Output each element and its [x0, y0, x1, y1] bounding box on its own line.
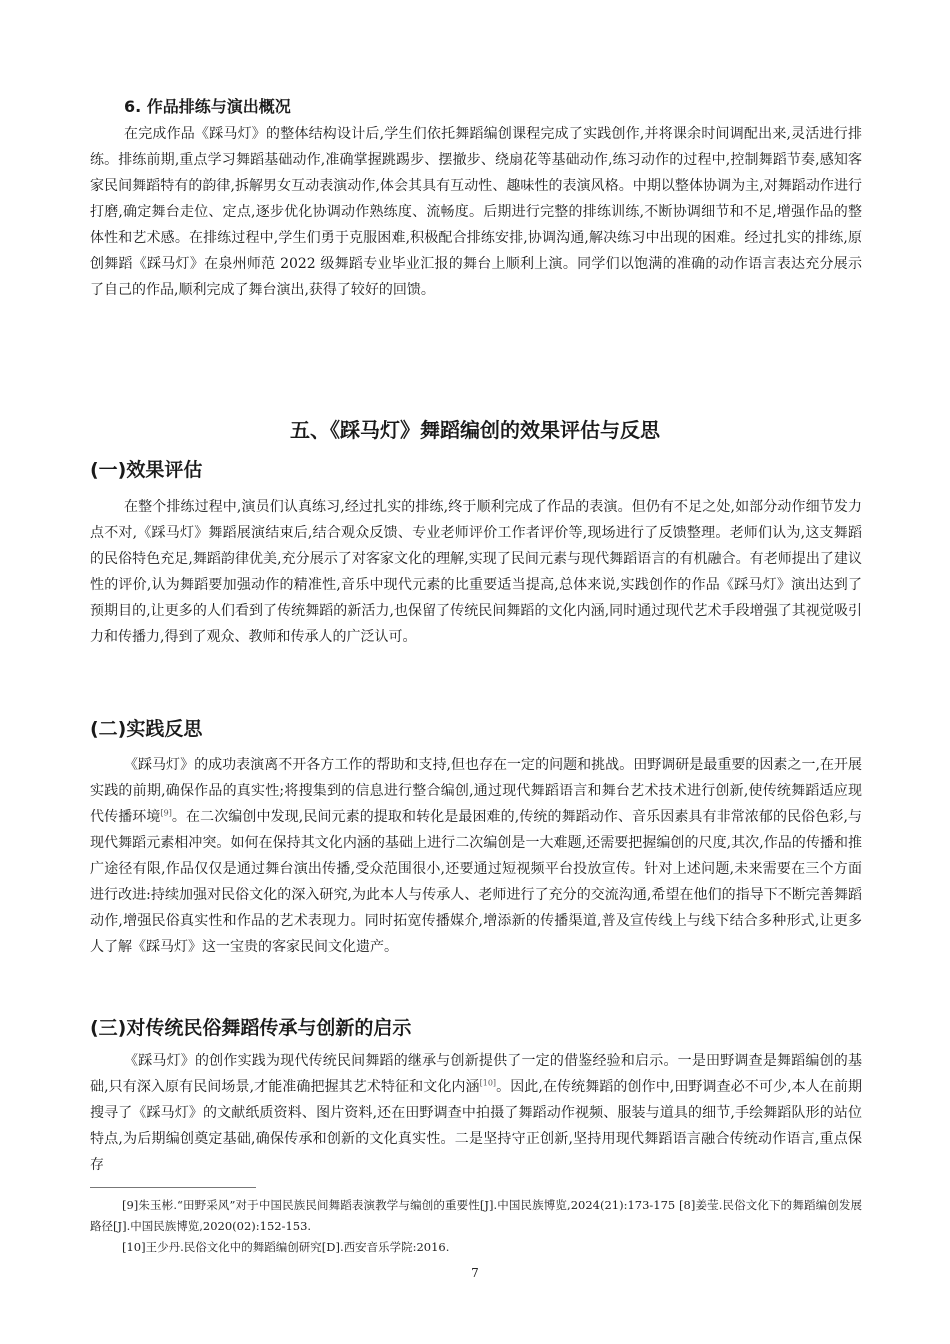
- section-3-text-a: 《踩马灯》的创作实践为现代传统民间舞蹈的继承与创新提供了一定的借鉴经验和启示。一是田野调查是舞蹈编创的基础,只有深入原有民间场景,才能准确把握其艺术特征和文化内涵: [90, 1053, 862, 1095]
- section-1-heading: (一)效果评估: [90, 459, 203, 481]
- chapter-title: 五、《踩马灯》舞蹈编创的效果评估与反思: [290, 418, 660, 442]
- section-1-paragraph: 在整个排练过程中,演员们认真练习,经过扎实的排练,终于顺利完成了作品的表演。但仍有不足之处,如部分动作细节发力点不对,《踩马灯》舞蹈展演结束后,结合观众反馈、专业老师评价工作者评价等,现场进行了反馈整理。老师们认为,这支舞蹈的民俗特色充足,舞蹈韵律优美,充分展示了对客家文化的理解,实现了民间元素与现代舞蹈语言的有机融合。有老师提出了建议性的评价,认为舞蹈要加强动作的精准性,音乐中现代元素的比重要适当提高,总体来说,实践创作的作品《踩马灯》演出达到了预期目的,让更多的人们看到了传统舞蹈的新活力,也保留了传统民间舞蹈的文化内涵,同时通过现代艺术手段增强了其视觉吸引力和传播力,得到了观众、教师和传承人的广泛认可。: [90, 499, 862, 645]
- section-3-text-b: 。因此,在传统舞蹈的创作中,田野调查必不可少,本人在前期搜寻了《踩马灯》的文献纸质资料、图片资料,还在田野调查中拍摄了舞蹈动作视频、服装与道具的细节,手绘舞蹈队形的站位特点,为后期编创奠定基础,确保传承和创新的文化真实性。二是坚持守正创新,坚持用现代舞蹈语言融合传统动作语言,重点保存: [90, 1079, 862, 1173]
- footnote-9: [9]朱玉彬.“田野采风”对于中国民族民间舞蹈表演教学与编创的重要性[J].中国民族博览,2024(21):173-175 [8]姜莹.民俗文化下的舞蹈编创发展路径[J].中国民族博览,2020(02):152-153.: [90, 1198, 862, 1233]
- citation-10: [10]: [479, 1078, 497, 1088]
- section-2-heading: (二)实践反思: [90, 718, 203, 740]
- citation-9: [9]: [160, 808, 172, 818]
- page-number: 7: [471, 1266, 479, 1280]
- section-6-paragraph: 在完成作品《踩马灯》的整体结构设计后,学生们依托舞蹈编创课程完成了实践创作,并将课余时间调配出来,灵活进行排练。排练前期,重点学习舞蹈基础动作,准确掌握跳踢步、摆撤步、绕扇花等基础动作,练习动作的过程中,控制舞蹈节奏,感知客家民间舞蹈特有的韵律,拆解男女互动表演动作,体会其具有互动性、趣味性的表演风格。中期以整体协调为主,对舞蹈动作进行打磨,确定舞台走位、定点,逐步优化协调动作熟练度、流畅度。后期进行完整的排练训练,不断协调细节和不足,增强作品的整体性和艺术感。在排练过程中,学生们勇于克服困难,积极配合排练安排,协调沟通,解决练习中出现的困难。经过扎实的排练,原创舞蹈《踩马灯》在泉州师范 2022 级舞蹈专业毕业汇报的舞台上顺利上演。同学们以饱满的准确的动作语言表达充分展示了自己的作品,顺利完成了舞台演出,获得了较好的回馈。: [90, 126, 862, 298]
- section-6-heading: 6. 作品排练与演出概况: [124, 97, 291, 116]
- section-2-text-a: 《踩马灯》的成功表演离不开各方工作的帮助和支持,但也存在一定的问题和挑战。田野调研是最重要的因素之一,在开展实践的前期,确保作品的真实性;将搜集到的信息进行整合编创,通过现代舞蹈语言和舞台艺术技术进行创新,使传统舞蹈适应现代传播环境: [90, 757, 862, 825]
- footnote-separator: [90, 1187, 256, 1188]
- section-2-paragraph: [90, 752, 862, 960]
- footnotes: [90, 1195, 862, 1258]
- section-3-heading: (三)对传统民俗舞蹈传承与创新的启示: [90, 1017, 412, 1039]
- section-2-text-b: 。在二次编创中发现,民间元素的提取和转化是最困难的,传统的舞蹈动作、音乐因素具有非常浓郁的民俗色彩,与现代舞蹈元素相冲突。如何在保持其文化内涵的基础上进行二次编创是一大难题,还需要把握编创的尺度,其次,作品的传播和推广途径有限,作品仅仅是通过舞台演出传播,受众范围很小,还要通过短视频平台投放宣传。针对上述问题,未来需要在三个方面进行改进:持续加强对民俗文化的深入研究,为此本人与传承人、老师进行了充分的交流沟通,希望在他们的指导下不断完善舞蹈动作,增强民俗真实性和作品的艺术表现力。同时拓宽传播媒介,增添新的传播渠道,普及宣传线上与线下结合多种形式,让更多人了解《踩马灯》这一宝贵的客家民间文化遗产。: [90, 809, 862, 955]
- section-3-paragraph: [90, 1048, 862, 1178]
- footnote-10: [10]王少丹.民俗文化中的舞蹈编创研究[D].西安音乐学院:2016.: [122, 1240, 450, 1254]
